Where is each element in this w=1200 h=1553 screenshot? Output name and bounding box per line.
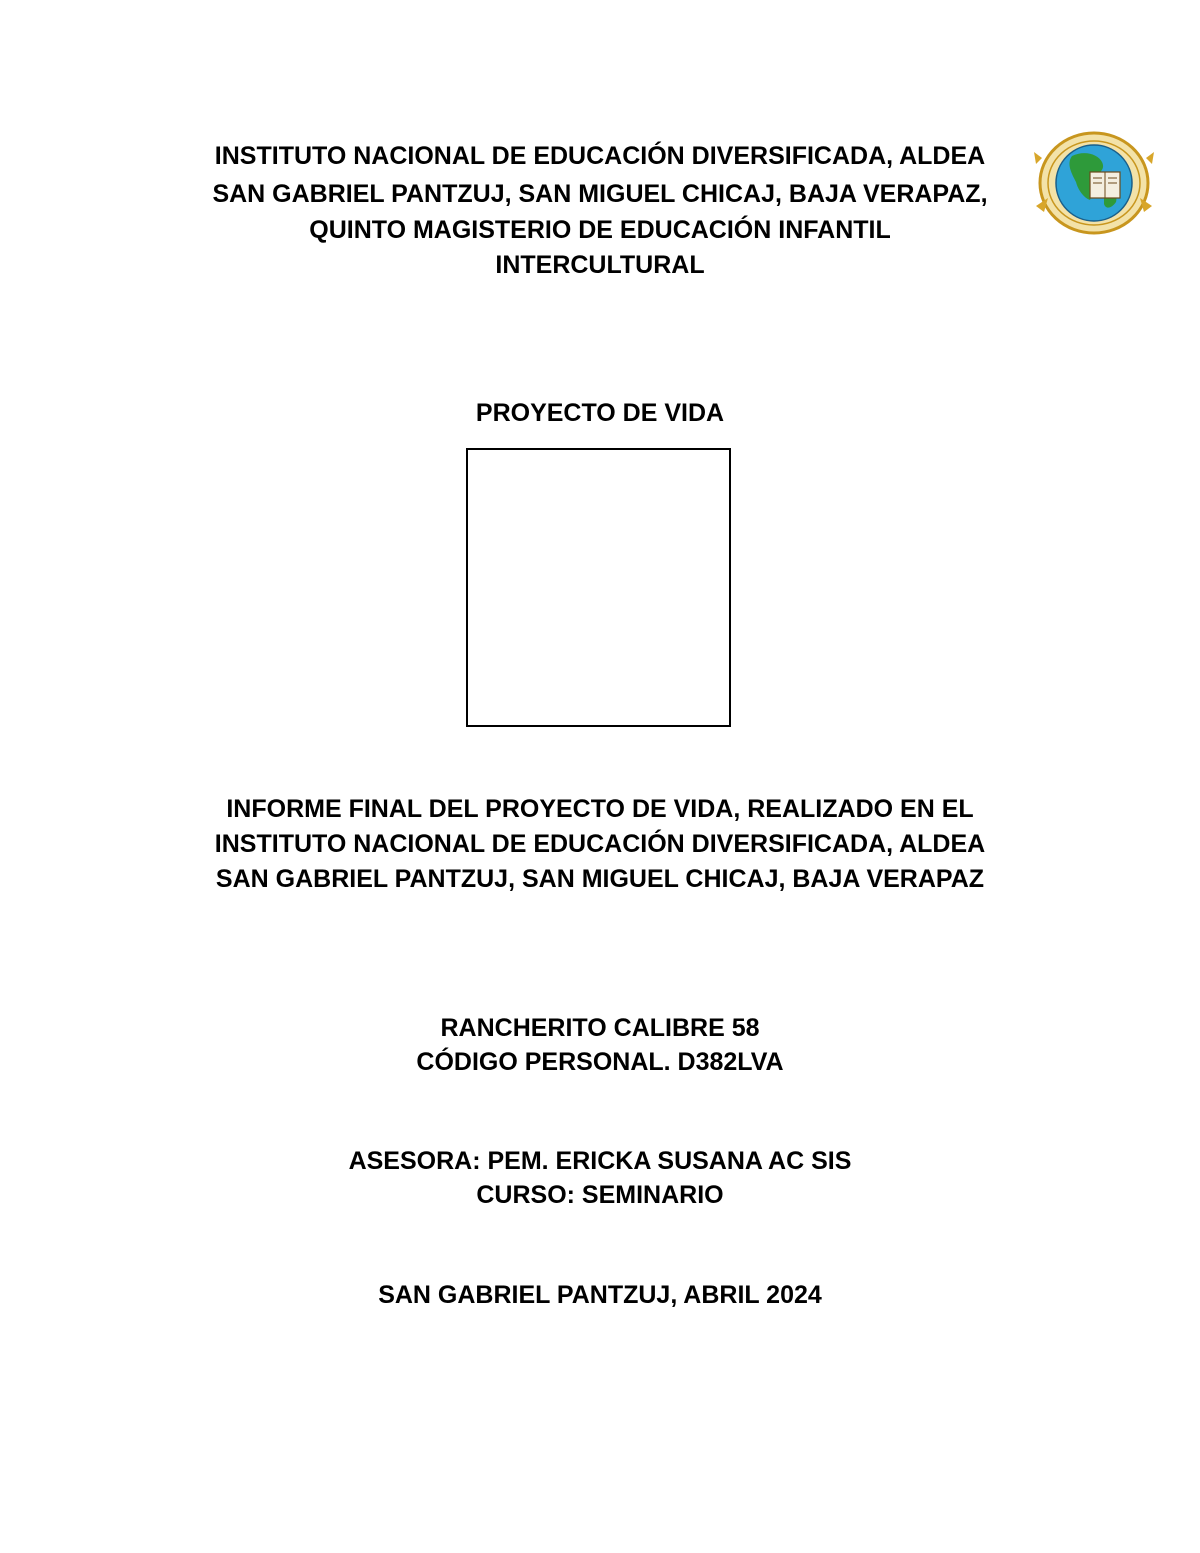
report-line-3: SAN GABRIEL PANTZUJ, SAN MIGUEL CHICAJ, BAJA VERAPAZ	[215, 865, 985, 893]
photo-placeholder	[466, 448, 731, 727]
project-title: PROYECTO DE VIDA	[475, 399, 725, 427]
student-name: RANCHERITO CALIBRE 58	[440, 1014, 760, 1042]
header-line-3: QUINTO MAGISTERIO DE EDUCACIÓN INFANTIL	[309, 216, 891, 244]
header-line-1: INSTITUTO NACIONAL DE EDUCACIÓN DIVERSIFICADA, ALDEA	[214, 142, 986, 170]
report-line-2: INSTITUTO NACIONAL DE EDUCACIÓN DIVERSIFICADA, ALDEA	[214, 830, 986, 858]
student-code: CÓDIGO PERSONAL. D382LVA	[416, 1048, 784, 1076]
place-date: SAN GABRIEL PANTZUJ, ABRIL 2024	[378, 1281, 822, 1309]
advisor: ASESORA: PEM. ERICKA SUSANA AC SIS	[348, 1147, 852, 1175]
school-seal-logo	[1032, 128, 1156, 238]
report-line-1: INFORME FINAL DEL PROYECTO DE VIDA, REALIZADO EN EL	[226, 795, 974, 823]
book-icon	[1090, 172, 1120, 198]
header-line-2: SAN GABRIEL PANTZUJ, SAN MIGUEL CHICAJ, BAJA VERAPAZ,	[212, 180, 988, 208]
header-line-4: INTERCULTURAL	[495, 251, 705, 279]
course: CURSO: SEMINARIO	[476, 1181, 724, 1209]
